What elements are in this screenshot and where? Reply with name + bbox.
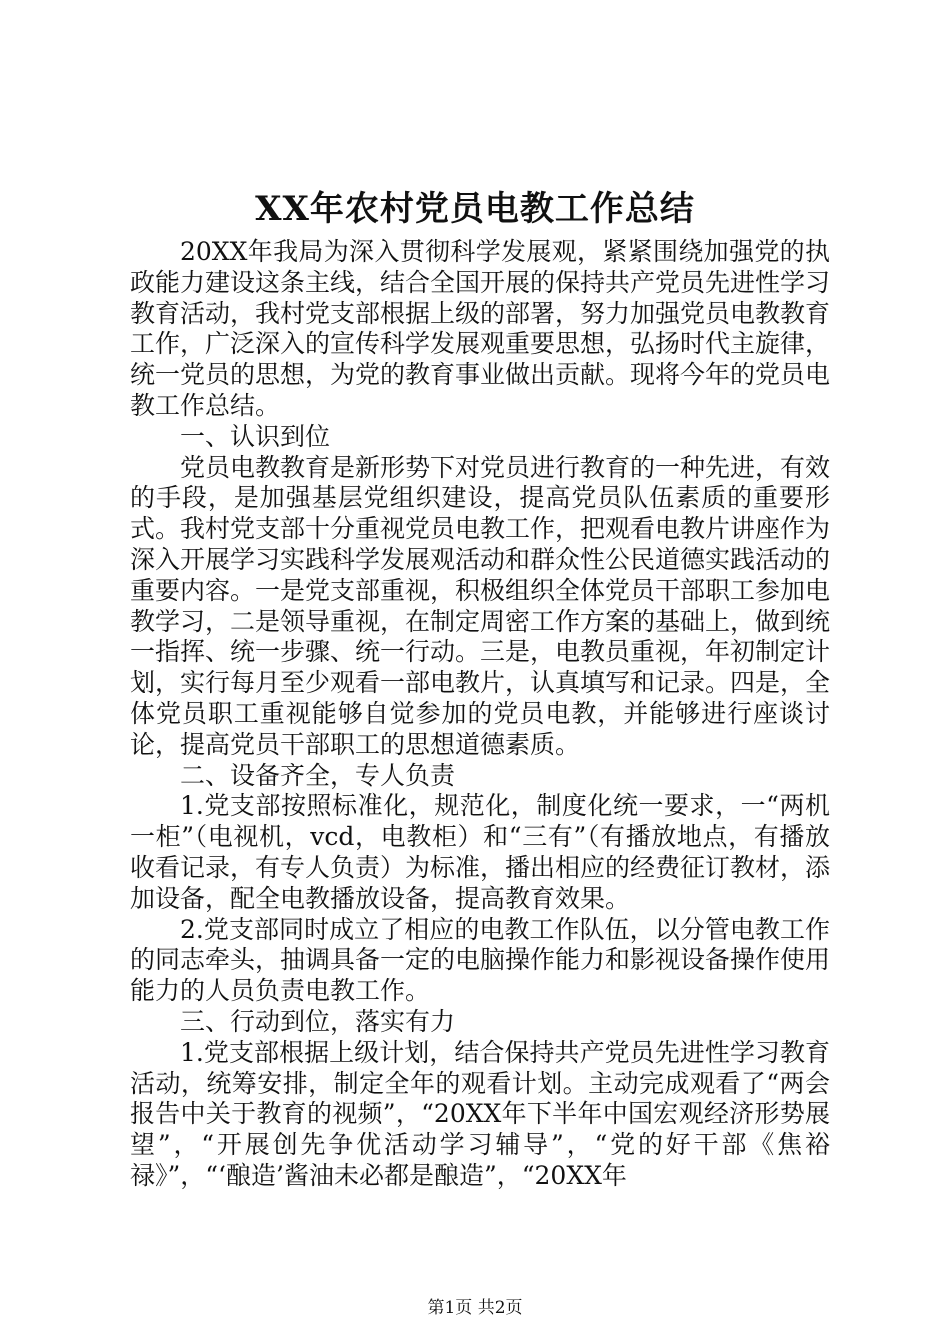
document-body — [130, 237, 830, 1192]
paragraph-section-2-item-1: 1.党支部按照标准化，规范化，制度化统一要求，一“两机一柜”（电视机，vcd，电教柜）和“三有”（有播放地点，有播放收看记录，有专人负责）为标准，播出相应的经费征订教材，添加设备，配全电教播放设备，提高教育效果。 — [130, 791, 831, 913]
paragraph-section-2-item-2: 2.党支部同时成立了相应的电教工作队伍，以分管电教工作的同志牵头，抽调具备一定的电脑操作能力和影视设备操作使用能力的人员负责电教工作。 — [130, 914, 831, 1006]
paragraph-section-1: 党员电教教育是新形势下对党员进行教育的一种先进，有效的手段，是加强基层党组织建设，提高党员队伍素质的重要形式。我村党支部十分重视党员电教工作，把观看电教片讲座作为深入开展学习实践科学发展观活动和群众性公民道德实践活动的重要内容。一是党支部重视，积极组织全体党员干部职工参加电教学习，二是领导重视，在制定周密工作方案的基础上，做到统一指挥、统一步骤、统一行动。三是，电教员重视，年初制定计划，实行每月至少观看一部电教片，认真填写和记录。四是，全体党员职工重视能够自觉参加的党员电教，并能够进行座谈讨论，提高党员干部职工的思想道德素质。 — [130, 452, 831, 759]
section-heading-1: 一、认识到位 — [180, 421, 331, 451]
page-footer: 第1页 共2页 — [427, 1298, 523, 1318]
section-heading-3: 三、行动到位，落实有力 — [180, 1006, 456, 1036]
paragraph-section-3-item-1: 1.党支部根据上级计划，结合保持共产党员先进性学习教育活动，统筹安排，制定全年的观看计划。主动完成观看了“两会报告中关于教育的视频”，“20XX年下半年中国宏观经济形势展望”，“开展创先争优活动学习辅导”，“党的好干部《焦裕禄》”，“‘酿造’酱油未必都是酿造”，“20XX年 — [130, 1037, 830, 1190]
section-heading-2: 二、设备齐全，专人负责 — [180, 760, 456, 790]
document-title: XX年农村党员电教工作总结 — [255, 189, 695, 229]
paragraph-intro: 20XX年我局为深入贯彻科学发展观，紧紧围绕加强党的执政能力建设这条主线，结合全国开展的保持共产党员先进性学习教育活动，我村党支部根据上级的部署，努力加强党员电教教育工作，广泛深入的宣传科学发展观重要思想，弘扬时代主旋律，统一党员的思想，为党的教育事业做出贡献。现将今年的党员电教工作总结。 — [130, 237, 831, 420]
